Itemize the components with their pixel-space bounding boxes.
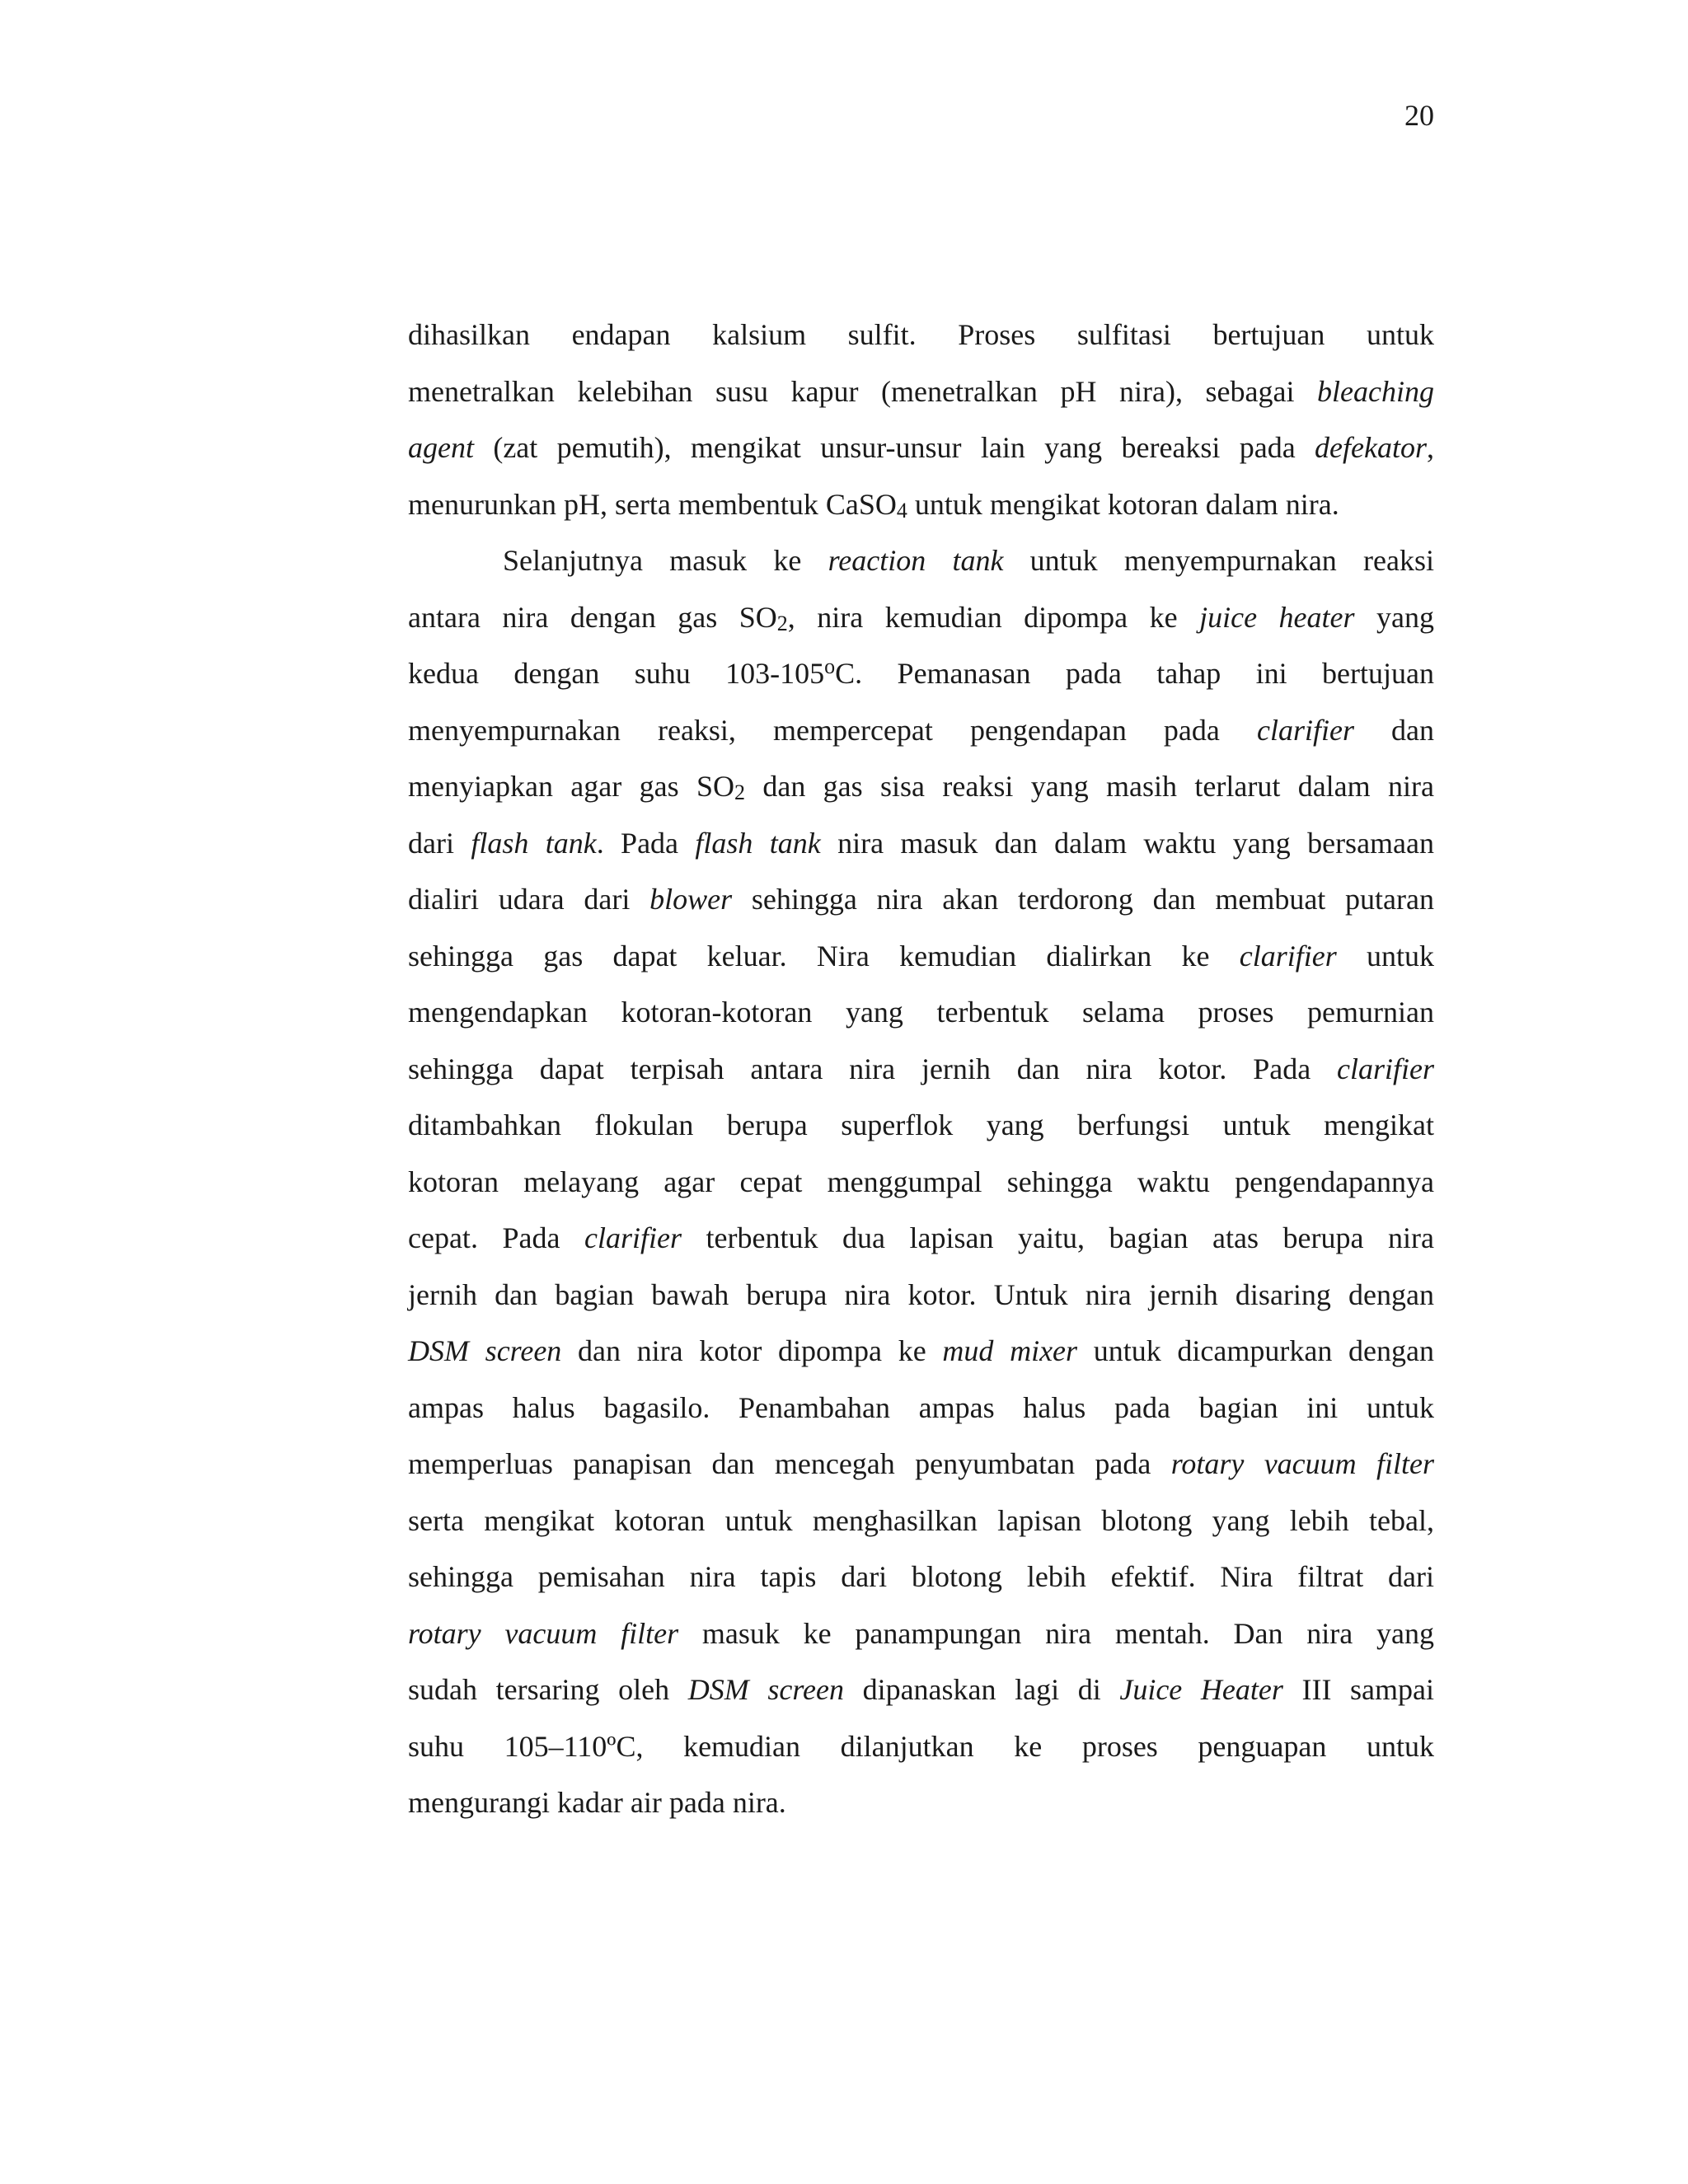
text-segment: mengendapkan kotoran-kotoran yang terbentuk selama proses pemurnian <box>408 996 1434 1029</box>
text-segment: , nira kemudian dipompa ke <box>787 600 1200 634</box>
italic-term: clarifier <box>1256 713 1354 747</box>
text-line <box>408 419 1434 476</box>
text-segment: masuk ke panampungan nira mentah. Dan nira yang <box>678 1616 1434 1650</box>
text-line <box>408 1605 1434 1662</box>
italic-term: reaction tank <box>828 544 1004 577</box>
text-line <box>408 476 1434 533</box>
text-segment: dihasilkan endapan kalsium sulfit. Proses sulfitasi bertujuan untuk <box>408 318 1434 351</box>
text-line <box>408 532 1434 589</box>
text-segment: sehingga nira akan terdorong dan membuat putaran <box>732 883 1434 916</box>
text-segment: sehingga gas dapat keluar. Nira kemudian dialirkan ke <box>408 939 1240 972</box>
italic-term: bleaching <box>1317 374 1434 408</box>
text-segment: ampas halus bagasilo. Penambahan ampas halus pada bagian ini untuk <box>408 1390 1434 1424</box>
text-segment: dan <box>1353 713 1434 747</box>
text-line <box>408 871 1434 928</box>
script-text: 4 <box>896 498 907 523</box>
script-text: 2 <box>776 611 788 635</box>
text-line <box>408 363 1434 420</box>
text-segment: dan gas sisa reaksi yang masih terlarut dalam nira <box>744 770 1434 803</box>
italic-term: DSM screen <box>687 1673 844 1706</box>
page-number: 20 <box>1404 99 1434 132</box>
italic-term: juice heater <box>1199 600 1355 634</box>
text-segment: mengurangi kadar air pada nira. <box>408 1786 786 1819</box>
text-segment: menurunkan pH, serta membentuk CaSO <box>408 487 897 521</box>
text-segment: III sampai <box>1282 1673 1435 1706</box>
text-segment: suhu 105–110ºC, kemudian dilanjutkan ke proses penguapan untuk <box>408 1729 1434 1763</box>
text-line <box>408 815 1434 872</box>
text-line <box>408 1493 1434 1549</box>
italic-term: clarifier <box>584 1221 682 1254</box>
italic-term: DSM screen <box>408 1334 562 1367</box>
text-segment: nira masuk dan dalam waktu yang bersamaan <box>820 826 1435 860</box>
text-line <box>408 1718 1434 1775</box>
text-segment: dan nira kotor dipompa ke <box>561 1334 943 1367</box>
text-line <box>408 1210 1434 1267</box>
text-segment: menyempurnakan reaksi, mempercepat pengendapan pada <box>408 713 1257 747</box>
text-segment: kotoran melayang agar cepat menggumpal sehingga waktu pengendapannya <box>408 1165 1434 1198</box>
text-segment: yang <box>1354 600 1434 634</box>
italic-term: defekator <box>1315 431 1427 464</box>
script-text: 2 <box>734 780 745 804</box>
italic-term: rotary vacuum filter <box>1170 1447 1434 1480</box>
text-line <box>408 1549 1434 1605</box>
text-line <box>408 1323 1434 1380</box>
text-line <box>408 589 1434 646</box>
text-segment: kedua dengan suhu 103-105 <box>408 657 825 690</box>
text-segment: ditambahkan flokulan berupa superflok yang berfungsi untuk mengikat <box>408 1108 1434 1141</box>
text-segment: untuk mengikat kotoran dalam nira. <box>907 487 1339 521</box>
text-line <box>408 984 1434 1041</box>
text-line <box>408 1436 1434 1493</box>
text-line <box>408 1774 1434 1831</box>
text-segment: , <box>1427 431 1434 464</box>
italic-term: Juice Heater <box>1119 1673 1283 1706</box>
text-segment: dipanaskan lagi di <box>843 1673 1120 1706</box>
text-segment: dari <box>408 826 471 860</box>
text-segment: sehingga dapat terpisah antara nira jernih dan nira kotor. Pada <box>408 1052 1338 1085</box>
text-segment: serta mengikat kotoran untuk menghasilkan lapisan blotong yang lebih tebal, <box>408 1503 1434 1537</box>
text-segment: dialiri udara dari <box>408 883 650 916</box>
text-line <box>408 1041 1434 1098</box>
text-segment: C. Pemanasan pada tahap ini bertujuan <box>835 657 1434 690</box>
italic-term: flash tank <box>695 826 821 860</box>
text-segment: cepat. Pada <box>408 1221 584 1254</box>
paragraph <box>408 532 1434 1831</box>
italic-term: clarifier <box>1337 1052 1434 1085</box>
text-segment: antara nira dengan gas SO <box>408 600 777 634</box>
body-text <box>408 307 1434 1831</box>
text-line <box>408 1661 1434 1718</box>
italic-term: agent <box>408 431 474 464</box>
text-segment: sehingga pemisahan nira tapis dari blotong lebih efektif. Nira filtrat dari <box>408 1560 1434 1593</box>
text-line <box>408 1267 1434 1324</box>
text-line <box>408 702 1434 759</box>
text-segment: untuk <box>1336 939 1434 972</box>
text-segment: (zat pemutih), mengikat unsur-unsur lain yang bereaksi pada <box>473 431 1315 464</box>
text-line <box>408 645 1434 702</box>
paragraph <box>408 307 1434 532</box>
italic-term: flash tank <box>471 826 597 860</box>
text-line <box>408 928 1434 985</box>
italic-term: blower <box>649 883 733 916</box>
text-segment: menetralkan kelebihan susu kapur (menetralkan pH nira), sebagai <box>408 374 1318 408</box>
text-segment: menyiapkan agar gas SO <box>408 770 734 803</box>
text-segment: untuk menyempurnakan reaksi <box>1003 544 1434 577</box>
text-line <box>408 758 1434 815</box>
text-line <box>408 307 1434 363</box>
script-text: o <box>824 654 836 678</box>
text-line <box>408 1097 1434 1154</box>
text-segment: terbentuk dua lapisan yaitu, bagian atas berupa nira <box>681 1221 1434 1254</box>
italic-term: mud mixer <box>942 1334 1078 1367</box>
italic-term: clarifier <box>1239 939 1337 972</box>
italic-term: rotary vacuum filter <box>408 1616 679 1650</box>
text-line <box>408 1380 1434 1436</box>
text-line <box>408 1154 1434 1211</box>
text-segment: untuk dicampurkan dengan <box>1077 1334 1435 1367</box>
text-segment: . Pada <box>596 826 696 860</box>
text-segment: Selanjutnya masuk ke <box>503 544 828 577</box>
text-segment: sudah tersaring oleh <box>408 1673 688 1706</box>
text-segment: jernih dan bagian bawah berupa nira kotor. Untuk nira jernih disaring dengan <box>408 1277 1434 1311</box>
text-segment: memperluas panapisan dan mencegah penyumbatan pada <box>408 1447 1171 1480</box>
